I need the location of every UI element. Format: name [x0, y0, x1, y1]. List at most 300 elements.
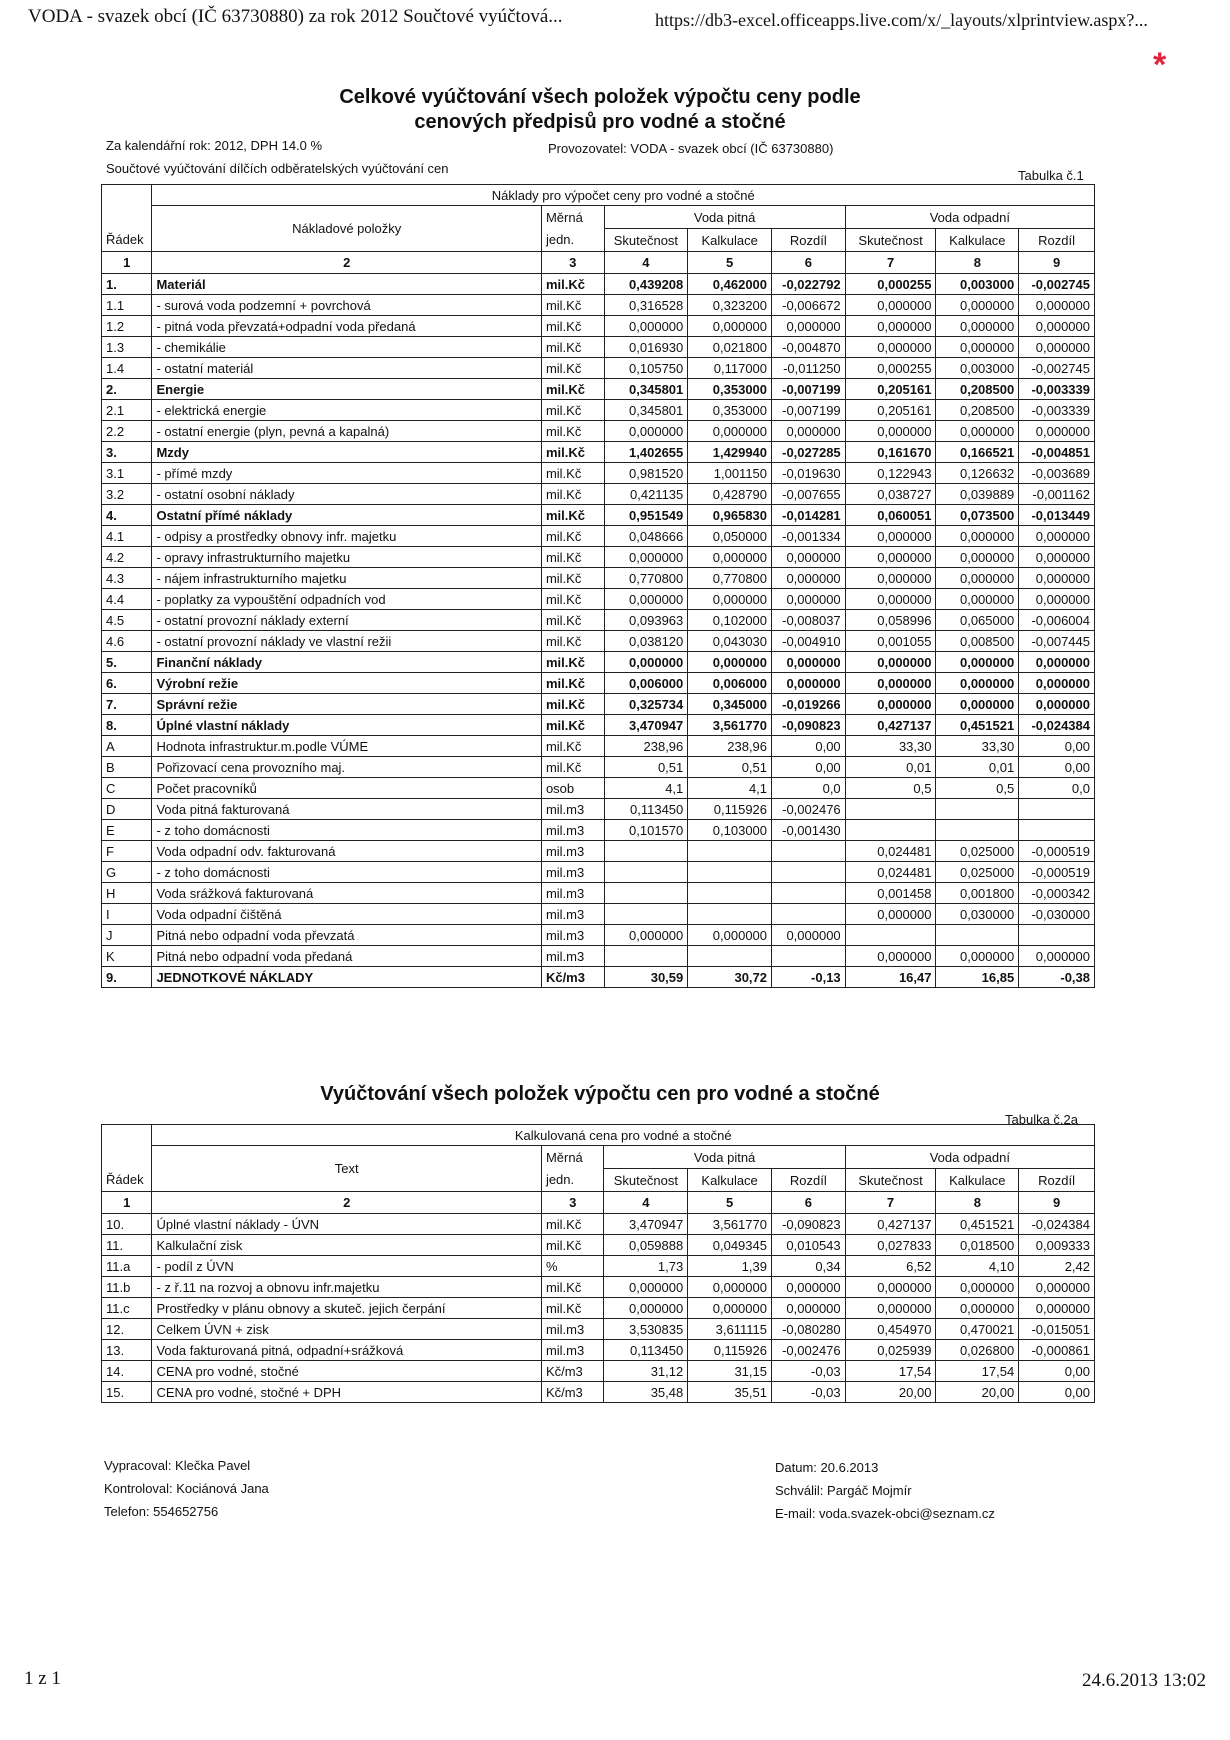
pitna-rozdil: -0,027285 — [772, 442, 846, 463]
row-label: E — [102, 820, 152, 841]
unit-cell: mil.Kč — [541, 1235, 604, 1256]
odpadni-kalkulace: 0,000000 — [936, 652, 1019, 673]
pitna-skutecnost: 1,402655 — [604, 442, 688, 463]
row-label: 11.c — [102, 1298, 152, 1319]
row-label: 4.6 — [102, 631, 152, 652]
row-item-name: Pořizovací cena provozního maj. — [152, 757, 542, 778]
column-number-row — [102, 1192, 1095, 1214]
unit-cell: mil.Kč — [541, 484, 604, 505]
row-label: B — [102, 757, 152, 778]
unit-cell: Kč/m3 — [541, 1382, 604, 1403]
header-blank — [102, 206, 152, 229]
odpadni-rozdil: -0,003339 — [1019, 379, 1095, 400]
pitna-kalkulace: 1,001150 — [688, 463, 772, 484]
unit-cell: mil.Kč — [541, 589, 604, 610]
odpadni-skutecnost: 0,000000 — [845, 337, 936, 358]
pitna-kalkulace: 0,345000 — [688, 694, 772, 715]
pitna-skutecnost: 0,038120 — [604, 631, 688, 652]
odpadni-skutecnost: 0,427137 — [845, 1214, 936, 1235]
row-label: 4.2 — [102, 547, 152, 568]
odpadni-kalkulace: 17,54 — [936, 1361, 1019, 1382]
header-radek: Řádek — [102, 229, 152, 252]
unit-cell: mil.m3 — [541, 1340, 604, 1361]
row-label: 3.2 — [102, 484, 152, 505]
odpadni-kalkulace: 0,065000 — [936, 610, 1019, 631]
pitna-rozdil: -0,13 — [772, 967, 846, 988]
odpadni-kalkulace: 0,208500 — [936, 400, 1019, 421]
pitna-kalkulace: 0,000000 — [688, 1277, 772, 1298]
column-number: 3 — [541, 1192, 604, 1214]
unit-cell: mil.Kč — [541, 295, 604, 316]
row-label: 3.1 — [102, 463, 152, 484]
pitna-rozdil — [772, 904, 846, 925]
odpadni-rozdil: -0,030000 — [1019, 904, 1095, 925]
pitna-kalkulace: 0,51 — [688, 757, 772, 778]
pitna-kalkulace: 0,043030 — [688, 631, 772, 652]
row-item-name: Finanční náklady — [152, 652, 542, 673]
table-row — [102, 1319, 1095, 1340]
pitna-rozdil: -0,090823 — [772, 715, 846, 736]
unit-cell: mil.m3 — [541, 862, 604, 883]
pitna-rozdil — [772, 862, 846, 883]
pitna-rozdil — [772, 841, 846, 862]
pitna-kalkulace: 31,15 — [688, 1361, 772, 1382]
pitna-kalkulace: 0,000000 — [688, 925, 772, 946]
row-item-name: Pitná nebo odpadní voda předaná — [152, 946, 542, 967]
unit-cell: mil.Kč — [541, 631, 604, 652]
odpadni-rozdil: 0,000000 — [1019, 568, 1095, 589]
odpadni-skutecnost: 6,52 — [845, 1256, 936, 1277]
pitna-rozdil: -0,011250 — [772, 358, 846, 379]
odpadni-skutecnost: 0,000000 — [845, 295, 936, 316]
email: E-mail: voda.svazek-obci@seznam.cz — [775, 1506, 995, 1521]
odpadni-kalkulace: 0,000000 — [936, 673, 1019, 694]
odpadni-rozdil: 0,00 — [1019, 757, 1095, 778]
row-item-name: Ostatní přímé náklady — [152, 505, 542, 526]
odpadni-rozdil: -0,38 — [1019, 967, 1095, 988]
odpadni-kalkulace: 0,030000 — [936, 904, 1019, 925]
odpadni-skutecnost: 0,060051 — [845, 505, 936, 526]
row-item-name: - poplatky za vypouštění odpadních vod — [152, 589, 542, 610]
pitna-skutecnost: 0,345801 — [604, 400, 688, 421]
pitna-rozdil: 0,010543 — [771, 1235, 845, 1256]
odpadni-rozdil: -0,007445 — [1019, 631, 1095, 652]
header-unit-2: jedn. — [541, 229, 604, 252]
pitna-kalkulace: 0,770800 — [688, 568, 772, 589]
table-row — [102, 1361, 1095, 1382]
odpadni-rozdil: -0,000342 — [1019, 883, 1095, 904]
row-item-name: - chemikálie — [152, 337, 542, 358]
odpadni-rozdil: 2,42 — [1019, 1256, 1095, 1277]
odpadni-kalkulace: 0,000000 — [936, 316, 1019, 337]
header-kalkulace: Kalkulace — [936, 1169, 1019, 1192]
pitna-skutecnost: 0,105750 — [604, 358, 688, 379]
row-label: 1. — [102, 274, 152, 295]
pitna-skutecnost: 0,059888 — [604, 1235, 688, 1256]
table-row — [102, 820, 1095, 841]
pitna-skutecnost: 3,470947 — [604, 715, 688, 736]
row-item-name: Výrobní režie — [152, 673, 542, 694]
odpadni-skutecnost: 0,000000 — [845, 526, 936, 547]
odpadni-skutecnost: 0,000255 — [845, 274, 936, 295]
pitna-rozdil: 0,000000 — [772, 421, 846, 442]
odpadni-rozdil: 0,0 — [1019, 778, 1095, 799]
pitna-rozdil: -0,004910 — [772, 631, 846, 652]
table1-group-header: Náklady pro výpočet ceny pro vodné a stočné — [152, 185, 1095, 206]
row-label: 6. — [102, 673, 152, 694]
pitna-skutecnost: 0,421135 — [604, 484, 688, 505]
table2-title: Vyúčtování všech položek výpočtu cen pro vodné a stočné — [320, 1083, 880, 1105]
row-item-name: Úplné vlastní náklady - ÚVN — [152, 1214, 541, 1235]
unit-cell: mil.Kč — [541, 694, 604, 715]
pitna-kalkulace: 0,000000 — [688, 547, 772, 568]
pitna-rozdil: -0,022792 — [772, 274, 846, 295]
pitna-skutecnost: 3,530835 — [604, 1319, 688, 1340]
footer-left — [104, 1454, 269, 1523]
odpadni-kalkulace: 0,073500 — [936, 505, 1019, 526]
row-item-name: - ostatní energie (plyn, pevná a kapalná) — [152, 421, 542, 442]
odpadni-rozdil: -0,000519 — [1019, 841, 1095, 862]
header-voda-pitna: Voda pitná — [604, 1146, 845, 1169]
table-row — [102, 799, 1095, 820]
column-number-row — [102, 252, 1095, 274]
unit-cell: mil.Kč — [541, 358, 604, 379]
column-number: 4 — [604, 252, 688, 274]
page-number: 1 z 1 — [24, 1668, 61, 1689]
cost-table — [101, 184, 1095, 988]
odpadni-rozdil: 0,000000 — [1019, 1277, 1095, 1298]
table-row — [102, 946, 1095, 967]
pitna-skutecnost: 0,981520 — [604, 463, 688, 484]
row-item-name: - podíl z ÚVN — [152, 1256, 541, 1277]
pitna-skutecnost: 0,951549 — [604, 505, 688, 526]
pitna-skutecnost: 0,000000 — [604, 547, 688, 568]
pitna-kalkulace: 0,323200 — [688, 295, 772, 316]
row-item-name: Voda fakturovaná pitná, odpadní+srážková — [152, 1340, 541, 1361]
row-label: 2.1 — [102, 400, 152, 421]
odpadni-skutecnost: 0,024481 — [845, 862, 936, 883]
odpadni-kalkulace: 0,039889 — [936, 484, 1019, 505]
unit-cell: mil.Kč — [541, 736, 604, 757]
pitna-skutecnost: 35,48 — [604, 1382, 688, 1403]
pitna-skutecnost: 0,325734 — [604, 694, 688, 715]
calendar-year-text: Za kalendářní rok: 2012, DPH 14.0 % — [106, 138, 323, 153]
odpadni-skutecnost: 0,205161 — [845, 379, 936, 400]
pitna-skutecnost: 0,000000 — [604, 652, 688, 673]
odpadni-skutecnost: 20,00 — [845, 1382, 936, 1403]
table-row — [102, 337, 1095, 358]
pitna-rozdil: -0,090823 — [771, 1214, 845, 1235]
odpadni-rozdil: -0,003339 — [1019, 400, 1095, 421]
odpadni-rozdil: 0,000000 — [1019, 652, 1095, 673]
odpadni-kalkulace: 0,000000 — [936, 421, 1019, 442]
odpadni-kalkulace: 0,166521 — [936, 442, 1019, 463]
unit-cell: mil.Kč — [541, 526, 604, 547]
header-blank — [102, 185, 152, 206]
column-number: 3 — [541, 252, 604, 274]
pitna-skutecnost — [604, 904, 688, 925]
pitna-skutecnost — [604, 841, 688, 862]
row-item-name: - z ř.11 na rozvoj a obnovu infr.majetku — [152, 1277, 541, 1298]
pitna-skutecnost: 0,000000 — [604, 925, 688, 946]
odpadni-rozdil: 0,000000 — [1019, 589, 1095, 610]
row-label: D — [102, 799, 152, 820]
odpadni-skutecnost — [845, 925, 936, 946]
unit-cell: mil.Kč — [541, 673, 604, 694]
odpadni-rozdil: 0,000000 — [1019, 316, 1095, 337]
header-kalkulace: Kalkulace — [688, 1169, 772, 1192]
table-row — [102, 1277, 1095, 1298]
checked-by: Kontroloval: Kociánová Jana — [104, 1481, 269, 1496]
row-item-name: - elektrická energie — [152, 400, 542, 421]
odpadni-rozdil: 0,00 — [1019, 1361, 1095, 1382]
odpadni-skutecnost: 0,454970 — [845, 1319, 936, 1340]
pitna-kalkulace — [688, 862, 772, 883]
header-voda-odpadni: Voda odpadní — [845, 1146, 1094, 1169]
odpadni-rozdil: -0,003689 — [1019, 463, 1095, 484]
table-row — [102, 526, 1095, 547]
row-label: 1.4 — [102, 358, 152, 379]
row-label: 10. — [102, 1214, 152, 1235]
odpadni-rozdil: -0,024384 — [1019, 1214, 1095, 1235]
row-label: 4.5 — [102, 610, 152, 631]
table-row — [102, 715, 1095, 736]
pitna-kalkulace: 4,1 — [688, 778, 772, 799]
odpadni-kalkulace: 0,000000 — [936, 946, 1019, 967]
column-number: 5 — [688, 1192, 772, 1214]
unit-cell: mil.Kč — [541, 421, 604, 442]
row-item-name: - odpisy a prostředky obnovy infr. majetku — [152, 526, 542, 547]
row-label: 3. — [102, 442, 152, 463]
odpadni-rozdil: 0,000000 — [1019, 421, 1095, 442]
pitna-kalkulace — [688, 904, 772, 925]
unit-cell: mil.m3 — [541, 925, 604, 946]
pitna-kalkulace: 0,000000 — [688, 1298, 772, 1319]
odpadni-skutecnost: 0,122943 — [845, 463, 936, 484]
odpadni-rozdil: 0,000000 — [1019, 673, 1095, 694]
table-row — [102, 379, 1095, 400]
pitna-rozdil: 0,0 — [772, 778, 846, 799]
table-row — [102, 274, 1095, 295]
header-skutecnost: Skutečnost — [845, 229, 936, 252]
odpadni-kalkulace: 0,000000 — [936, 1298, 1019, 1319]
pitna-rozdil: 0,000000 — [772, 589, 846, 610]
column-number: 9 — [1019, 252, 1095, 274]
odpadni-kalkulace: 0,000000 — [936, 694, 1019, 715]
odpadni-kalkulace: 0,000000 — [936, 589, 1019, 610]
phone: Telefon: 554652756 — [104, 1504, 219, 1519]
row-label: 2. — [102, 379, 152, 400]
pitna-kalkulace: 0,353000 — [688, 379, 772, 400]
odpadni-skutecnost: 0,024481 — [845, 841, 936, 862]
row-item-name: Mzdy — [152, 442, 542, 463]
odpadni-kalkulace: 0,000000 — [936, 547, 1019, 568]
date: Datum: 20.6.2013 — [775, 1460, 879, 1475]
table-row — [102, 1235, 1095, 1256]
browser-header-url: https://db3-excel.officeapps.live.com/x/_layouts/xlprintview.aspx?... — [655, 10, 1148, 30]
column-number: 2 — [152, 252, 542, 274]
header-skutecnost: Skutečnost — [604, 229, 688, 252]
unit-cell: mil.Kč — [541, 547, 604, 568]
pitna-rozdil: 0,000000 — [772, 316, 846, 337]
odpadni-skutecnost: 0,000000 — [845, 568, 936, 589]
unit-cell: mil.m3 — [541, 1319, 604, 1340]
table-row — [102, 1340, 1095, 1361]
odpadni-rozdil: 0,000000 — [1019, 1298, 1095, 1319]
column-number: 7 — [845, 1192, 936, 1214]
odpadni-skutecnost: 17,54 — [845, 1361, 936, 1382]
footer-right — [775, 1456, 995, 1525]
odpadni-skutecnost: 0,027833 — [845, 1235, 936, 1256]
pitna-rozdil: 0,000000 — [772, 568, 846, 589]
odpadni-skutecnost: 16,47 — [845, 967, 936, 988]
pitna-rozdil: -0,004870 — [772, 337, 846, 358]
table-row — [102, 568, 1095, 589]
table-row — [102, 904, 1095, 925]
pitna-skutecnost — [604, 946, 688, 967]
odpadni-rozdil — [1019, 820, 1095, 841]
odpadni-skutecnost: 0,000000 — [845, 946, 936, 967]
pitna-skutecnost — [604, 883, 688, 904]
header-kalkulace: Kalkulace — [936, 229, 1019, 252]
row-item-name: JEDNOTKOVÉ NÁKLADY — [152, 967, 542, 988]
header-text: Text — [152, 1146, 541, 1192]
row-item-name: Voda odpadní čištěná — [152, 904, 542, 925]
odpadni-rozdil: 0,000000 — [1019, 946, 1095, 967]
pitna-kalkulace: 3,611115 — [688, 1319, 772, 1340]
pitna-skutecnost: 0,345801 — [604, 379, 688, 400]
pitna-rozdil: 0,000000 — [771, 1298, 845, 1319]
pitna-kalkulace: 0,115926 — [688, 1340, 772, 1361]
row-label: G — [102, 862, 152, 883]
pitna-rozdil: 0,000000 — [772, 652, 846, 673]
odpadni-kalkulace: 0,126632 — [936, 463, 1019, 484]
odpadni-kalkulace: 16,85 — [936, 967, 1019, 988]
row-label: F — [102, 841, 152, 862]
unit-cell: mil.Kč — [541, 1298, 604, 1319]
pitna-rozdil: -0,007655 — [772, 484, 846, 505]
odpadni-skutecnost: 0,000000 — [845, 694, 936, 715]
odpadni-kalkulace: 0,025000 — [936, 841, 1019, 862]
row-label: 13. — [102, 1340, 152, 1361]
row-item-name: CENA pro vodné, stočné + DPH — [152, 1382, 541, 1403]
header-kalkulace: Kalkulace — [688, 229, 772, 252]
pitna-skutecnost: 0,439208 — [604, 274, 688, 295]
table-row — [102, 505, 1095, 526]
header-rozdil: Rozdíl — [1019, 229, 1095, 252]
row-item-name: - ostatní materiál — [152, 358, 542, 379]
pitna-rozdil: 0,34 — [771, 1256, 845, 1277]
header-blank — [102, 1146, 152, 1169]
unit-cell: Kč/m3 — [541, 967, 604, 988]
unit-cell: mil.Kč — [541, 1277, 604, 1298]
odpadni-rozdil: -0,024384 — [1019, 715, 1095, 736]
odpadni-rozdil: -0,006004 — [1019, 610, 1095, 631]
column-number: 5 — [688, 252, 772, 274]
row-label: 7. — [102, 694, 152, 715]
column-number: 1 — [102, 1192, 152, 1214]
document-title-line1: Celkové vyúčtování všech položek výpočtu ceny podle — [339, 86, 861, 108]
unit-cell: mil.Kč — [541, 316, 604, 337]
column-number: 8 — [936, 1192, 1019, 1214]
table-row — [102, 442, 1095, 463]
row-item-name: - opravy infrastrukturního majetku — [152, 547, 542, 568]
row-item-name: Prostředky v plánu obnovy a skuteč. jejich čerpání — [152, 1298, 541, 1319]
column-number: 6 — [772, 252, 846, 274]
table-row — [102, 1382, 1095, 1403]
odpadni-rozdil: -0,013449 — [1019, 505, 1095, 526]
pitna-kalkulace: 0,021800 — [688, 337, 772, 358]
odpadni-kalkulace: 0,001800 — [936, 883, 1019, 904]
row-item-name: - z toho domácnosti — [152, 820, 542, 841]
unit-cell: mil.Kč — [541, 715, 604, 736]
odpadni-skutecnost: 0,000000 — [845, 589, 936, 610]
odpadni-kalkulace: 0,000000 — [936, 337, 1019, 358]
odpadni-kalkulace: 0,000000 — [936, 526, 1019, 547]
table-row — [102, 484, 1095, 505]
pitna-rozdil: -0,008037 — [772, 610, 846, 631]
pitna-kalkulace: 30,72 — [688, 967, 772, 988]
unit-cell: mil.m3 — [541, 904, 604, 925]
pitna-rozdil: -0,002476 — [771, 1340, 845, 1361]
pitna-skutecnost: 0,048666 — [604, 526, 688, 547]
odpadni-kalkulace: 0,003000 — [936, 358, 1019, 379]
operator-text: Provozovatel: VODA - svazek obcí (IČ 63730880) — [548, 141, 834, 156]
odpadni-kalkulace: 0,208500 — [936, 379, 1019, 400]
unit-cell: mil.Kč — [541, 274, 604, 295]
odpadni-kalkulace — [936, 925, 1019, 946]
odpadni-skutecnost: 33,30 — [845, 736, 936, 757]
pitna-kalkulace: 0,050000 — [688, 526, 772, 547]
pitna-kalkulace — [688, 883, 772, 904]
pitna-rozdil: -0,080280 — [771, 1319, 845, 1340]
column-number: 8 — [936, 252, 1019, 274]
pitna-kalkulace: 0,965830 — [688, 505, 772, 526]
pitna-rozdil: 0,000000 — [771, 1277, 845, 1298]
odpadni-rozdil: -0,002745 — [1019, 274, 1095, 295]
pitna-skutecnost: 0,000000 — [604, 316, 688, 337]
odpadni-kalkulace: 0,5 — [936, 778, 1019, 799]
header-skutecnost: Skutečnost — [845, 1169, 936, 1192]
header-voda-pitna: Voda pitná — [604, 206, 845, 229]
pitna-kalkulace: 0,428790 — [688, 484, 772, 505]
pitna-skutecnost: 4,1 — [604, 778, 688, 799]
header-rozdil: Rozdíl — [771, 1169, 845, 1192]
odpadni-skutecnost: 0,205161 — [845, 400, 936, 421]
column-number: 4 — [604, 1192, 688, 1214]
odpadni-skutecnost: 0,000000 — [845, 547, 936, 568]
unit-cell: mil.Kč — [541, 505, 604, 526]
odpadni-skutecnost: 0,001458 — [845, 883, 936, 904]
row-label: 1.1 — [102, 295, 152, 316]
unit-cell: mil.Kč — [541, 610, 604, 631]
row-label: C — [102, 778, 152, 799]
pitna-rozdil — [772, 883, 846, 904]
odpadni-rozdil: -0,000519 — [1019, 862, 1095, 883]
odpadni-kalkulace: 33,30 — [936, 736, 1019, 757]
odpadni-rozdil: 0,000000 — [1019, 526, 1095, 547]
odpadni-kalkulace: 0,000000 — [936, 1277, 1019, 1298]
odpadni-kalkulace: 0,000000 — [936, 295, 1019, 316]
row-item-name: Hodnota infrastruktur.m.podle VÚME — [152, 736, 542, 757]
odpadni-rozdil — [1019, 799, 1095, 820]
row-item-name: Kalkulační zisk — [152, 1235, 541, 1256]
pitna-kalkulace: 0,000000 — [688, 421, 772, 442]
odpadni-skutecnost: 0,038727 — [845, 484, 936, 505]
header-voda-odpadni: Voda odpadní — [845, 206, 1094, 229]
red-asterisk-mark: * — [1153, 46, 1167, 84]
row-item-name: - surová voda podzemní + povrchová — [152, 295, 542, 316]
